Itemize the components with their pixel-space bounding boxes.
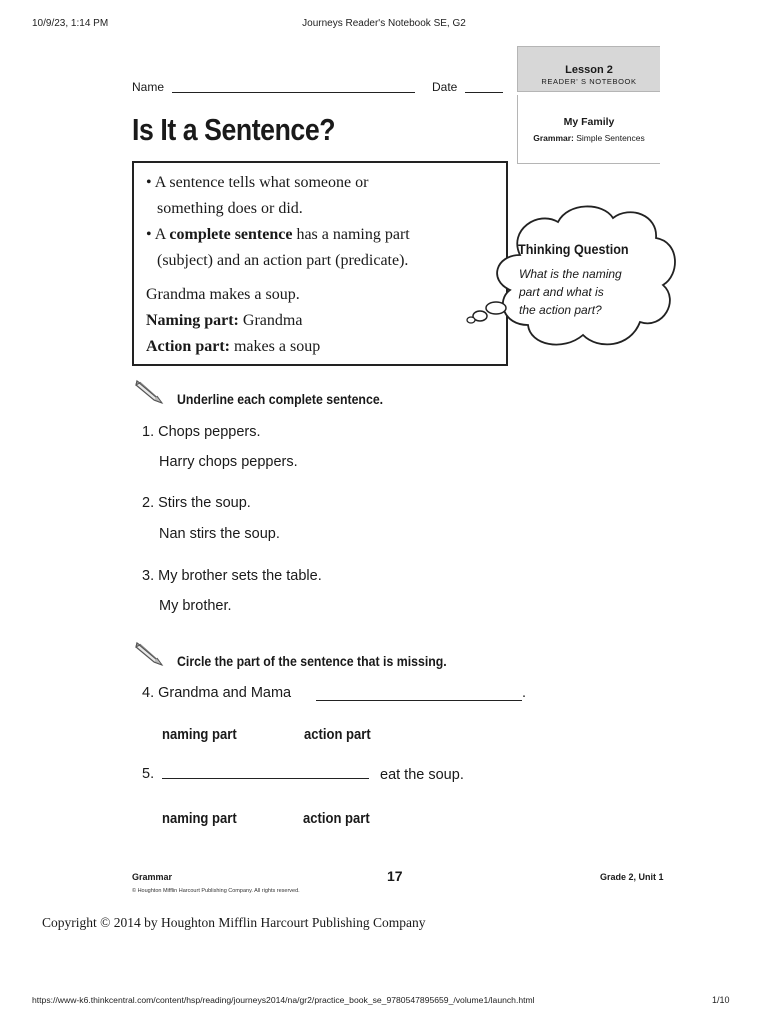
rule-bullet-2-pre: • A — [146, 226, 170, 243]
item-4-text: 4. Grandma and Mama — [142, 685, 292, 701]
action-part-value: makes a soup — [229, 338, 321, 355]
page-number: 17 — [387, 868, 403, 884]
thinking-line-2: part and what is — [519, 285, 604, 299]
rule-box — [132, 161, 508, 366]
rule-bullet-1: • A sentence tells what someone or — [146, 174, 369, 191]
item-2a[interactable]: 2. Stirs the soup. — [142, 495, 251, 511]
print-doc-title: Journeys Reader's Notebook SE, G2 — [302, 18, 466, 29]
pencil-icon — [134, 377, 166, 405]
action-part-example — [146, 334, 496, 360]
item-2b[interactable]: Nan stirs the soup. — [159, 526, 280, 542]
direction-circle: Circle the part of the sentence that is missing. — [177, 653, 447, 669]
naming-part-value: Grandma — [238, 312, 303, 329]
notebook-label: READER' S NOTEBOOK — [541, 77, 637, 86]
item-1a[interactable]: 1. Chops peppers. — [142, 424, 261, 440]
item-4-period: . — [522, 685, 527, 701]
lesson-topic-panel — [517, 95, 660, 164]
grammar-topic — [518, 133, 660, 143]
date-line[interactable] — [465, 80, 503, 93]
naming-part-example — [146, 308, 496, 334]
story-title: My Family — [563, 116, 615, 128]
thinking-question-text — [519, 265, 659, 319]
item-3a[interactable]: 3. My brother sets the table. — [142, 568, 322, 584]
rule-bullet-2-post: has a naming part — [292, 226, 410, 243]
print-datetime: 10/9/23, 1:14 PM — [32, 18, 109, 29]
rule-bullet-2-bold: complete sentence — [169, 226, 293, 243]
rule-bullet-1-cont: something does or did. — [157, 200, 303, 217]
item-5-text: eat the soup. — [380, 767, 464, 783]
rule-bullet-2 — [146, 222, 496, 248]
footer-subject: Grammar — [132, 872, 173, 882]
item-5-action-choice[interactable]: action part — [303, 811, 370, 827]
name-line[interactable] — [172, 80, 415, 93]
item-5-number: 5. — [142, 766, 155, 782]
copyright: Copyright © 2014 by Houghton Mifflin Harcourt Publishing Company — [42, 915, 426, 930]
lesson-tab — [517, 46, 660, 92]
naming-part-label: Naming part: — [146, 312, 239, 329]
thinking-line-1: What is the naming — [519, 267, 622, 281]
direction-underline: Underline each complete sentence. — [177, 391, 384, 407]
footer-grade: Grade 2, Unit 1 — [600, 872, 664, 882]
thinking-question-title: Thinking Question — [518, 241, 629, 257]
page-title: Is It a Sentence? — [132, 112, 336, 147]
action-part-label: Action part: — [146, 338, 230, 355]
grammar-topic-text: Simple Sentences — [576, 133, 645, 143]
pencil-icon — [134, 639, 166, 667]
footer-copyright-small: © Houghton Mifflin Harcourt Publishing Company. All rights reserved. — [132, 888, 300, 894]
item-1b[interactable]: Harry chops peppers. — [159, 454, 298, 470]
print-page-count: 1/10 — [712, 995, 730, 1005]
item-5-answer-line[interactable] — [162, 764, 369, 779]
item-3b[interactable]: My brother. — [159, 598, 232, 614]
date-label: Date — [432, 80, 458, 94]
lesson-number: Lesson 2 — [565, 64, 613, 76]
item-4-answer-line[interactable] — [316, 686, 522, 701]
rule-bullet-2-cont: (subject) and an action part (predicate). — [157, 252, 409, 269]
grammar-label: Grammar: — [533, 133, 574, 143]
item-4-naming-choice[interactable]: naming part — [162, 727, 237, 743]
print-url: https://www-k6.thinkcentral.com/content/hsp/reading/journeys2014/na/gr2/practice_book_se_9780547895659_/volume1/launch.html — [32, 995, 535, 1005]
thinking-line-3: the action part? — [519, 303, 602, 317]
item-5-naming-choice[interactable]: naming part — [162, 811, 237, 827]
item-4-action-choice[interactable]: action part — [304, 727, 371, 743]
example-sentence: Grandma makes a soup. — [146, 286, 300, 303]
name-label: Name — [132, 80, 165, 94]
